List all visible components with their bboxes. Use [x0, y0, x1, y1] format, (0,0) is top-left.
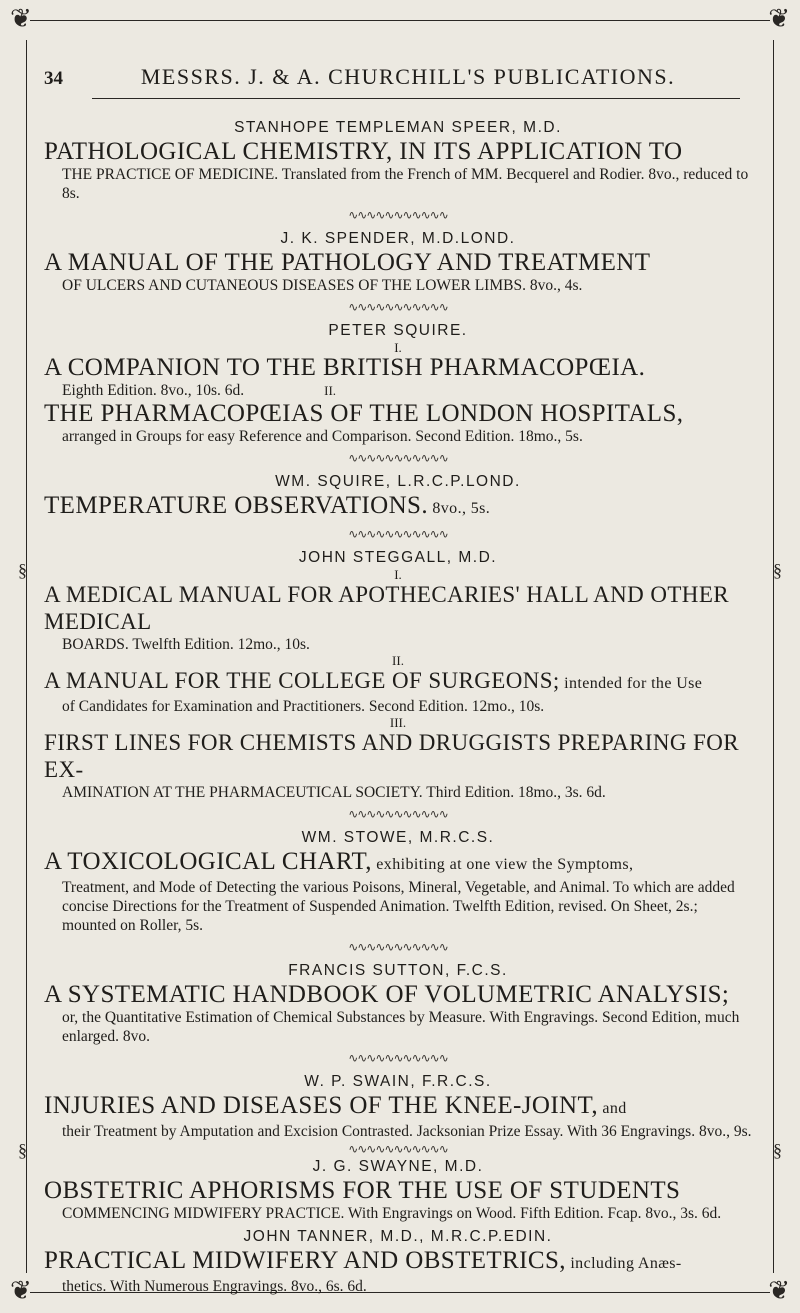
entry — [44, 229, 752, 313]
header-underline — [92, 98, 740, 99]
entry — [44, 1072, 752, 1155]
wavy-divider: ∿∿∿∿∿∿∿∿∿∿∿ — [348, 300, 448, 314]
book-title — [44, 1092, 752, 1122]
side-ornament-icon: § — [773, 1140, 782, 1160]
book-description: arranged in Groups for easy Reference and Comparison. Second Edition. 18mo., 5s. — [62, 428, 583, 445]
entry — [44, 1227, 752, 1296]
entry — [44, 118, 752, 221]
book-title: FIRST LINES FOR CHEMISTS AND DRUGGISTS PREPARING FOR EX- — [44, 730, 739, 782]
book-description: AMINATION AT THE PHARMACEUTICAL SOCIETY. Third Edition. 18mo., 3s. 6d. — [62, 784, 606, 801]
author-name: J. K. SPENDER, M.D.LOND. — [280, 230, 516, 247]
book-description: or, the Quantitative Estimation of Chemical Substances by Measure. With Engravings. Second Edition, much enlarged. 8vo. — [62, 1009, 740, 1045]
book-description: their Treatment by Amputation and Excision Contrasted. Jacksonian Prize Essay. With 36 Engravings. 8vo., 9s. — [62, 1123, 752, 1140]
book-title — [44, 492, 752, 522]
item-numeral: III. — [389, 715, 407, 730]
item-numeral: II. — [324, 383, 337, 398]
book-title-text: A MANUAL FOR THE COLLEGE OF SURGEONS; — [44, 668, 560, 693]
author-name: STANHOPE TEMPLEMAN SPEER, M.D. — [234, 119, 562, 136]
book-title-suffix: intended for the Use — [559, 675, 703, 692]
book-description: of Candidates for Examination and Practitioners. Second Edition. 12mo., 10s. — [62, 698, 545, 715]
author-name: PETER SQUIRE. — [328, 322, 468, 339]
author-name: W. P. SWAIN, F.R.C.S. — [304, 1073, 492, 1090]
book-price: 8vo., 5s. — [427, 500, 491, 517]
book-description: THE PRACTICE OF MEDICINE. Translated from the French of MM. Becquerel and Rodier. 8vo., reduced to 8s. — [62, 166, 749, 202]
author-name: WM. STOWE, M.R.C.S. — [301, 829, 495, 846]
wavy-divider: ∿∿∿∿∿∿∿∿∿∿∿ — [348, 940, 448, 954]
book-title: A MEDICAL MANUAL FOR APOTHECARIES' HALL AND OTHER MEDICAL — [44, 582, 730, 634]
author-name: FRANCIS SUTTON, F.C.S. — [288, 962, 508, 979]
wavy-divider: ∿∿∿∿∿∿∿∿∿∿∿ — [348, 451, 448, 465]
author-name: J. G. SWAYNE, M.D. — [312, 1158, 484, 1175]
book-title: PATHOLOGICAL CHEMISTRY, IN ITS APPLICATION TO — [44, 138, 683, 165]
side-ornament-icon: § — [18, 1140, 27, 1160]
book-title-text: TEMPERATURE OBSERVATIONS. — [44, 492, 428, 519]
wavy-divider: ∿∿∿∿∿∿∿∿∿∿∿ — [348, 1051, 448, 1065]
book-title-text: A TOXICOLOGICAL CHART, — [44, 848, 372, 875]
entry — [44, 321, 752, 464]
corner-flourish-icon: ❦ — [768, 1276, 790, 1305]
book-description: OF ULCERS AND CUTANEOUS DISEASES OF THE LOWER LIMBS. 8vo., 4s. — [62, 277, 583, 294]
entry — [44, 1157, 752, 1223]
book-title — [44, 1247, 752, 1277]
item-numeral: I. — [394, 340, 402, 355]
top-rule — [30, 20, 770, 21]
author-name: WM. SQUIRE, L.R.C.P.LOND. — [275, 473, 521, 490]
page-header — [44, 64, 752, 90]
book-title-suffix: and — [597, 1100, 627, 1117]
item-numeral: I. — [394, 567, 402, 582]
corner-flourish-icon: ❦ — [10, 1276, 32, 1305]
running-title: MESSRS. J. & A. CHURCHILL'S PUBLICATIONS. — [140, 64, 676, 89]
book-title: THE PHARMACOPŒIAS OF THE LONDON HOSPITALS, — [44, 400, 684, 427]
author-name: JOHN TANNER, M.D., M.R.C.P.EDIN. — [243, 1228, 553, 1245]
book-description: COMMENCING MIDWIFERY PRACTICE. With Engravings on Wood. Fifth Edition. Fcap. 8vo., 3s. 6d. — [62, 1205, 722, 1222]
book-title-suffix: exhibiting at one view the Symptoms, — [371, 856, 634, 873]
right-border — [773, 40, 774, 1273]
entry — [44, 828, 752, 953]
corner-flourish-icon: ❦ — [10, 4, 32, 33]
corner-flourish-icon: ❦ — [768, 4, 790, 33]
book-description — [44, 381, 752, 400]
entry — [44, 961, 752, 1064]
book-title — [44, 667, 752, 697]
book-title: A COMPANION TO THE BRITISH PHARMACOPŒIA. — [44, 354, 646, 381]
side-ornament-icon: § — [773, 560, 782, 580]
book-title-text: INJURIES AND DISEASES OF THE KNEE-JOINT, — [44, 1092, 598, 1119]
book-title-text: PRACTICAL MIDWIFERY AND OBSTETRICS, — [44, 1247, 566, 1274]
book-description: BOARDS. Twelfth Edition. 12mo., 10s. — [62, 636, 310, 653]
page-number: 34 — [44, 68, 63, 89]
book-title: OBSTETRIC APHORISMS FOR THE USE OF STUDENTS — [44, 1177, 681, 1204]
entry — [44, 472, 752, 540]
book-description: Treatment, and Mode of Detecting the various Poisons, Mineral, Vegetable, and Animal. To which are added concise Directions for the Treatment of Suspended Animation. Twelfth Edition, revised. On Sheet, 2s.; mounted on Roller, 5s. — [62, 879, 735, 934]
wavy-divider: ∿∿∿∿∿∿∿∿∿∿∿ — [348, 1142, 448, 1156]
book-title: A MANUAL OF THE PATHOLOGY AND TREATMENT — [44, 249, 651, 276]
side-ornament-icon: § — [18, 560, 27, 580]
item-numeral: II. — [392, 653, 404, 668]
book-description-text: Eighth Edition. 8vo., 10s. 6d. — [62, 382, 245, 399]
book-title: A SYSTEMATIC HANDBOOK OF VOLUMETRIC ANALYSIS; — [44, 981, 730, 1008]
entry — [44, 548, 752, 820]
wavy-divider: ∿∿∿∿∿∿∿∿∿∿∿ — [348, 208, 448, 222]
left-border — [26, 40, 27, 1273]
wavy-divider: ∿∿∿∿∿∿∿∿∿∿∿ — [348, 527, 448, 541]
author-name: JOHN STEGGALL, M.D. — [298, 549, 498, 566]
book-title — [44, 848, 752, 878]
wavy-divider: ∿∿∿∿∿∿∿∿∿∿∿ — [348, 807, 448, 821]
book-title-suffix: including Anæs- — [565, 1255, 682, 1272]
book-description: thetics. With Numerous Engravings. 8vo., 6s. 6d. — [62, 1278, 367, 1295]
entries-list — [44, 118, 752, 1296]
